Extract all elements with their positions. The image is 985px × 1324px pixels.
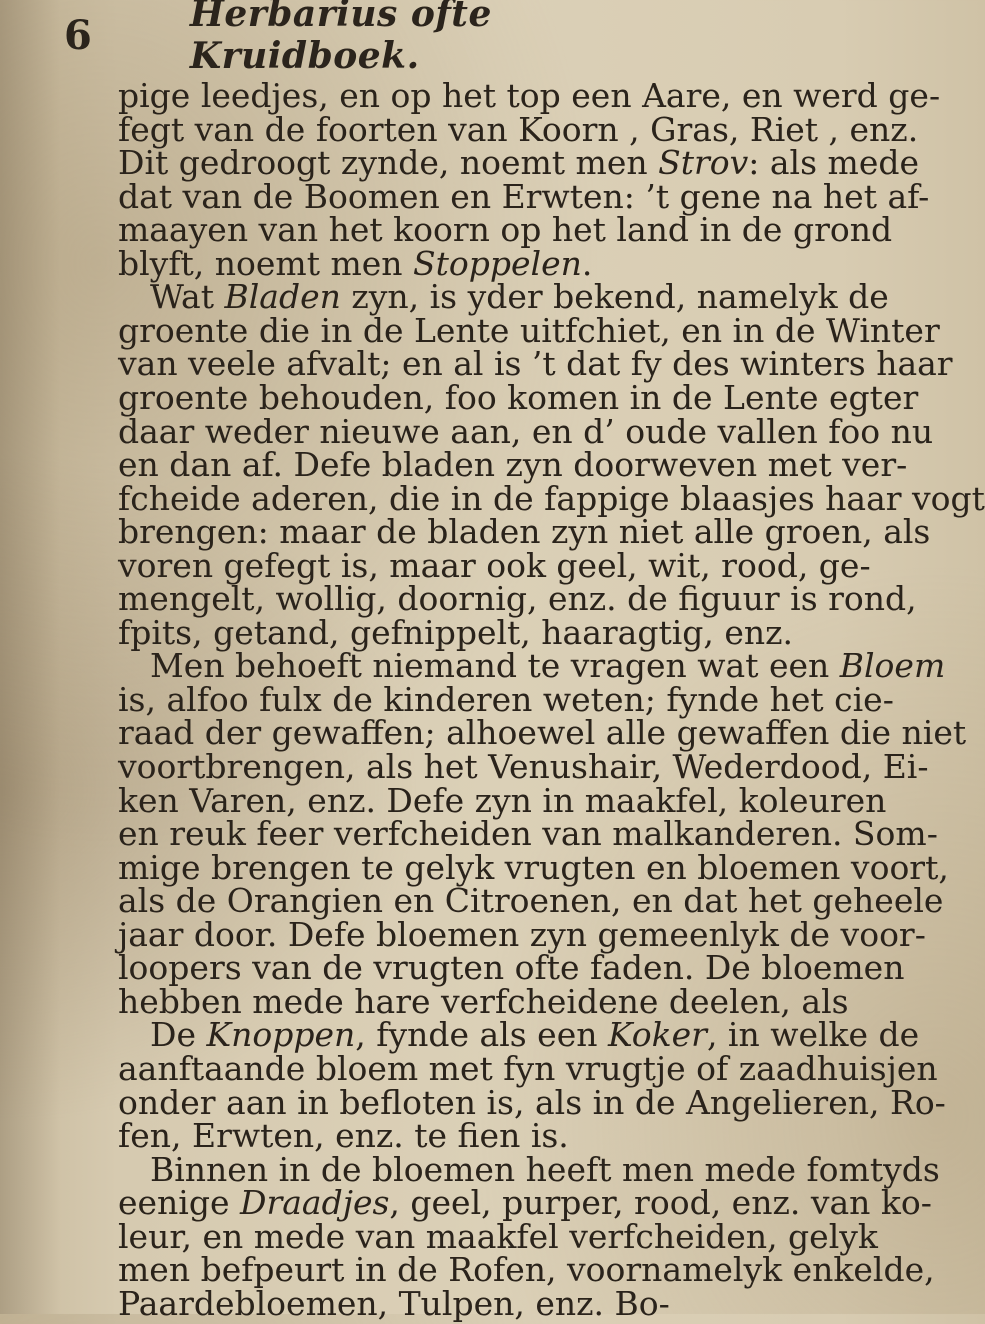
text-run: fcheide aderen, die in de fappige blaasjes haar vogt: [118, 479, 985, 518]
text-run: , in welke de: [706, 1015, 920, 1054]
text-run: ken Varen, enz. Defe zyn in maakfel, koleuren: [118, 781, 887, 820]
text-run: van veele afvalt; en al is ’t dat fy des winters haar: [118, 344, 953, 383]
italic-term: Strov: [658, 143, 749, 182]
text-run: jaar door. Defe bloemen zyn gemeenlyk de voor-: [118, 915, 926, 954]
italic-term: Koker: [608, 1015, 707, 1054]
page-spine-shadow: [0, 0, 60, 1314]
text-run: groente behouden, foo komen in de Lente egter: [118, 378, 919, 417]
text-run: Paardebloemen, Tulpen, enz. Bo-: [118, 1284, 670, 1323]
text-run: aanftaande bloem met fyn vrugtje of zaadhuisjen: [118, 1049, 938, 1088]
text-run: brengen: maar de bladen zyn niet alle groen, als: [118, 512, 931, 551]
text-run: fen, Erwten, enz. te fien is.: [118, 1116, 569, 1155]
italic-term: Draadjes: [240, 1183, 390, 1222]
text-run: voortbrengen, als het Venushair, Wederdood, Ei-: [118, 747, 929, 786]
text-run: en dan af. Defe bladen zyn doorweven met ver-: [118, 445, 908, 484]
text-run: De: [150, 1015, 207, 1054]
text-run: Binnen in de bloemen heeft men mede fomtyds: [150, 1150, 940, 1189]
text-run: daar weder nieuwe aan, en d’ oude vallen foo nu: [118, 412, 934, 451]
text-run: men befpeurt in de Rofen, voornamelyk enkelde,: [118, 1250, 935, 1289]
italic-term: Bloem: [839, 646, 946, 685]
text-run: pige leedjes, en op het top een Aare, en werd ge-: [118, 76, 941, 115]
text-run: en reuk feer verfcheiden van malkanderen. Som-: [118, 814, 938, 853]
text-run: fpits, getand, gefnippelt, haaragtig, enz.: [118, 613, 794, 652]
text-run: zyn, is yder bekend, namelyk de: [340, 277, 889, 316]
text-run: raad der gewaffen; alhoewel alle gewaffen die niet: [118, 713, 967, 752]
text-run: , geel, purper, rood, enz. van ko-: [389, 1183, 932, 1222]
text-run: fegt van de foorten van Koorn , Gras, Riet , enz.: [118, 110, 919, 149]
text-run: Dit gedroogt zynde, noemt men: [118, 143, 659, 182]
italic-term: Bladen: [224, 277, 341, 316]
text-run: mengelt, wollig, doornig, enz. de figuur is rond,: [118, 579, 917, 618]
italic-term: Knoppen: [206, 1015, 356, 1054]
text-run: Men behoeft niemand te vragen wat een: [150, 646, 840, 685]
text-run: : als mede: [748, 143, 920, 182]
text-run: dat van de Boomen en Erwten: ’t gene na het af-: [118, 177, 930, 216]
italic-term: Stoppelen: [413, 244, 582, 283]
text-run: mige brengen te gelyk vrugten en bloemen voort,: [118, 848, 949, 887]
text-run: groente die in de Lente uitfchiet, en in de Winter: [118, 311, 940, 350]
text-run: onder aan in befloten is, als in de Angelieren, Ro-: [118, 1083, 946, 1122]
text-run: loopers van de vrugten ofte faden. De bloemen: [118, 948, 905, 987]
text-run: hebben mede hare verfcheidene deelen, als: [118, 982, 849, 1021]
page-number: 6: [64, 11, 92, 59]
page-header: [64, 0, 624, 77]
text-run: eenige: [118, 1183, 241, 1222]
text-run: .: [581, 244, 593, 283]
text-run: Wat: [150, 277, 225, 316]
text-run: blyft, noemt men: [118, 244, 414, 283]
text-run: voren gefegt is, maar ook geel, wit, rood, ge-: [118, 546, 871, 585]
running-title: Herbarius ofte Kruidboek.: [189, 0, 492, 77]
text-run: is, alfoo fulx de kinderen weten; fynde het cie-: [118, 680, 894, 719]
text-run: leur, en mede van maakfel verfcheiden, gelyk: [118, 1217, 878, 1256]
text-run: maayen van het koorn op het land in de grond: [118, 210, 893, 249]
text-line: [118, 1284, 768, 1324]
text-run: , fynde als een: [355, 1015, 608, 1054]
text-run: als de Orangien en Citroenen, en dat het geheele: [118, 881, 944, 920]
